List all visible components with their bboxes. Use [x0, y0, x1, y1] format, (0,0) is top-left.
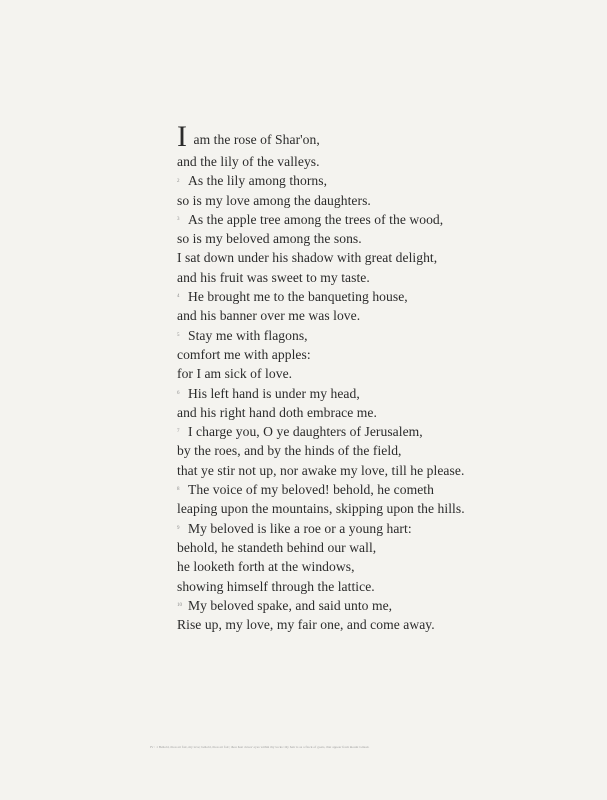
verse-text: and his fruit was sweet to my taste. [177, 269, 370, 285]
verse-text: I sat down under his shadow with great delight, [177, 250, 438, 266]
verse-line [177, 152, 497, 171]
verse-text: so is my love among the daughters. [177, 192, 371, 208]
verse-line [177, 480, 497, 499]
verse-lines [177, 152, 497, 634]
verse-text: As the lily among thorns, [188, 173, 328, 189]
footnote: IV : 1 Behold, thou art fair, my love; behold, thou art fair; thou hast doves' eyes within thy locks: thy hair is as a flock of goats, that appear from mount Gilead. [150, 745, 370, 749]
verse-line [177, 403, 497, 422]
verse-text: comfort me with apples: [177, 346, 311, 362]
verse-text: Rise up, my love, my fair one, and come away. [177, 617, 435, 633]
verse-number: 8 [177, 487, 180, 493]
verse-line [177, 191, 497, 210]
verse-number: 2 [177, 178, 180, 184]
verse-line [177, 461, 497, 480]
verse-line [177, 171, 497, 190]
verse-text: for I am sick of love. [177, 366, 293, 382]
verse-text: behold, he standeth behind our wall, [177, 539, 377, 555]
verse-line [177, 210, 497, 229]
verse-number: 7 [177, 429, 180, 435]
verse-number: 5 [177, 332, 180, 338]
verse-number: 9 [177, 525, 180, 531]
verse-line [177, 499, 497, 518]
drop-cap: I [177, 120, 188, 153]
verse-text: he looketh forth at the windows, [177, 559, 355, 575]
verse-line [177, 422, 497, 441]
verse-line [177, 268, 497, 287]
verse-line [177, 615, 497, 634]
verse-text: leaping upon the mountains, skipping upon the hills. [177, 501, 465, 517]
verse-number: 3 [177, 217, 180, 223]
verse-line [177, 345, 497, 364]
verse-line [177, 557, 497, 576]
verse-line [177, 326, 497, 345]
first-line [177, 120, 497, 153]
verse-line [177, 441, 497, 460]
verse-text: The voice of my beloved! behold, he cometh [188, 482, 434, 498]
verse-line [177, 248, 497, 267]
verse-text: so is my beloved among the sons. [177, 231, 362, 247]
verse-text: Stay me with flagons, [188, 327, 308, 343]
verse-text: and his banner over me was love. [177, 308, 361, 324]
verse-number: 10 [177, 603, 183, 609]
verse-text: I charge you, O ye daughters of Jerusalem, [188, 424, 423, 440]
verse-line [177, 519, 497, 538]
verse-line [177, 538, 497, 557]
verse-text: by the roes, and by the hinds of the field, [177, 443, 402, 459]
verse-block [177, 120, 497, 634]
verse-text: My beloved is like a roe or a young hart: [188, 520, 412, 536]
verse-line [177, 229, 497, 248]
verse-text: As the apple tree among the trees of the wood, [188, 211, 444, 227]
verse-text: He brought me to the banqueting house, [188, 289, 408, 305]
verse-text: My beloved spake, and said unto me, [188, 597, 393, 613]
verse-text: showing himself through the lattice. [177, 578, 375, 594]
verse-line [177, 384, 497, 403]
verse-text: that ye stir not up, nor awake my love, till he please. [177, 462, 465, 478]
verse-line [177, 596, 497, 615]
verse-text: His left hand is under my head, [188, 385, 360, 401]
verse-line [177, 306, 497, 325]
verse-number: 6 [177, 390, 180, 396]
verse-line [177, 287, 497, 306]
verse-text: and his right hand doth embrace me. [177, 404, 377, 420]
verse-text: and the lily of the valleys. [177, 154, 320, 169]
verse-line [177, 577, 497, 596]
first-line-text: am the rose of Shar'on, [190, 132, 320, 147]
verse-number: 4 [177, 294, 180, 300]
verse-line [177, 364, 497, 383]
